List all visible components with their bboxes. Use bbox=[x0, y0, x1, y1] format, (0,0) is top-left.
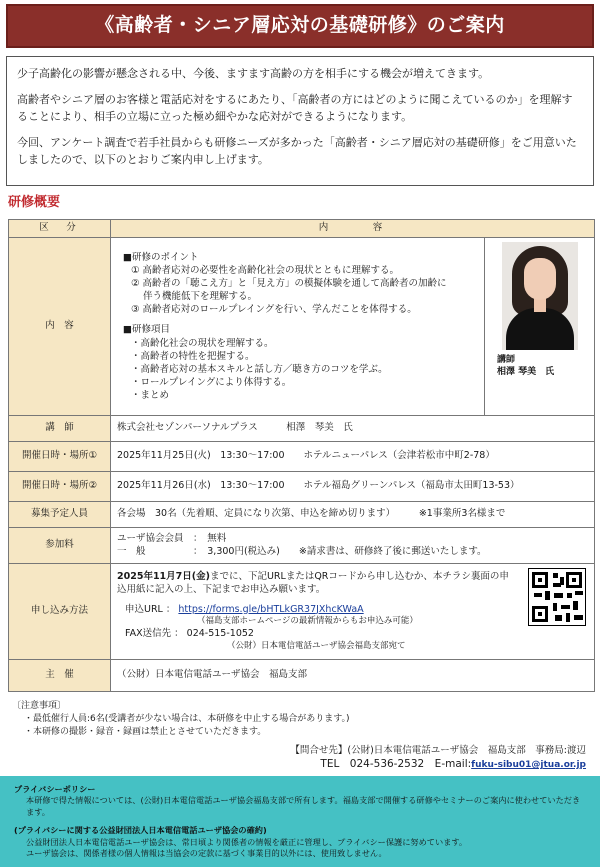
table-row-fee bbox=[9, 528, 595, 564]
fax-label: FAX送信先 ： bbox=[125, 627, 184, 639]
privacy-commitment-text: 公益財団法人日本電信電話ユーザ協会は、常日頃より関係者の情報を厳正に管理し、プライバシー保護に努めています。 bbox=[26, 836, 468, 847]
intro-paragraph-2: 高齢者やシニア層のお客様と電話応対をするにあたり、「高齢者の方にはどのように聞こえているのか」を理解することにより、相手の立場に立った極め細やかな応対ができるようになります。 bbox=[17, 93, 573, 124]
session1-label: 開催日時・場所① bbox=[9, 442, 111, 472]
capacity-value: 各会場 30名（先着順、定員になり次第、申込を締め切ります） ※1事業所3名様まで bbox=[111, 502, 595, 528]
photo-caption-name: 相澤 琴美 氏 bbox=[497, 367, 555, 378]
privacy-commitment-text: ユーザ協会は、関係者様の個人情報は当協会の定款に基づく事業目的以外には、使用致しません。 bbox=[26, 848, 387, 859]
contact-line: 【問合せ先】(公財)日本電信電話ユーザ協会 福島支部 事務局:渡辺 bbox=[290, 745, 586, 756]
page-title: 《高齢者・シニア層応対の基礎研修》のご案内 bbox=[95, 14, 505, 37]
point-item: ③ 高齢者応対のロールプレイングを行い、学んだことを体得する。 bbox=[131, 304, 417, 316]
contact-email-link[interactable]: fuku-sibu01@jtua.or.jp bbox=[471, 760, 586, 771]
table-row-session1 bbox=[9, 442, 595, 472]
photo-caption bbox=[497, 354, 594, 378]
session1-value: 2025年11月25日(火) 13:30～17:00 ホテルニューパレス（会津若松市中町2-78） bbox=[111, 442, 595, 472]
privacy-commitment-heading: (プライバシーに関する公益財団法人日本電信電話ユーザ協会の確約) bbox=[14, 825, 267, 836]
table-row-apply bbox=[9, 564, 595, 660]
apply-url-link[interactable]: https://forms.gle/bHTLkGR37JXhcKWaA bbox=[178, 603, 364, 615]
intro-box bbox=[6, 56, 594, 186]
points-heading: ■研修のポイント bbox=[123, 251, 199, 263]
instructor-photo-cell bbox=[485, 238, 595, 416]
table-header-row bbox=[9, 220, 595, 238]
note-item: ・本研修の撮影・録音・録画は禁止とさせていただきます。 bbox=[24, 727, 267, 738]
items-heading: ■研修項目 bbox=[123, 324, 170, 336]
header-category: 区 分 bbox=[9, 220, 111, 238]
fax-line bbox=[117, 628, 588, 641]
training-item: ・ロールプレイングにより体得する。 bbox=[131, 376, 292, 388]
contact-tel-line bbox=[290, 757, 586, 772]
point-item: 伴う機能低下を理解する。 bbox=[143, 291, 258, 303]
instructor-photo bbox=[502, 242, 578, 350]
content-label: 内 容 bbox=[9, 238, 111, 416]
table-row-capacity bbox=[9, 502, 595, 528]
training-item: ・高齢化社会の現状を理解する。 bbox=[131, 337, 274, 349]
training-item: ・高齢者応対の基本スキルと話し方／聴き方のコツを学ぶ。 bbox=[131, 363, 388, 375]
instructor-value: 株式会社セゾンパーソナルプラス 相澤 琴美 氏 bbox=[111, 416, 595, 442]
fee-value bbox=[111, 528, 595, 564]
fax-note: （公財）日本電信電話ユーザ協会福島支部宛て bbox=[227, 640, 406, 651]
training-item: ・高齢者の特性を把握する。 bbox=[131, 350, 255, 362]
fee-label: 参加料 bbox=[9, 528, 111, 564]
point-item: ② 高齢者の「聴こえ方」と「見え方」の模擬体験を通して高齢者の加齢に bbox=[131, 278, 447, 290]
content-cell bbox=[111, 238, 485, 416]
privacy-heading: プライバシーポリシー bbox=[14, 784, 96, 794]
privacy-policy bbox=[0, 776, 600, 867]
title-banner bbox=[6, 4, 594, 48]
fee-general: 一 般 ： 3,300円(税込み) ※請求書は、研修終了後に郵送いたします。 bbox=[117, 545, 487, 557]
note-item: ・最低催行人員:6名(受講者が少ない場合は、本研修を中止する場合があります。) bbox=[24, 714, 350, 725]
intro-paragraph-3: 今回、アンケート調査で若手社員からも研修ニーズが多かった「高齢者・シニア層応対の基礎研修」をご用意いたしましたので、以下のとおりご案内申し上げます。 bbox=[17, 136, 577, 167]
capacity-label: 募集予定人員 bbox=[9, 502, 111, 528]
host-value: （公財）日本電信電話ユーザ協会 福島支部 bbox=[111, 660, 595, 692]
apply-url-line bbox=[117, 604, 588, 617]
notes-heading: 〔注意事項〕 bbox=[12, 701, 67, 711]
table-row-instructor bbox=[9, 416, 595, 442]
apply-instructions bbox=[117, 571, 588, 597]
fee-member: ユーザ協会会員 ： 無料 bbox=[117, 532, 227, 544]
contact-info bbox=[290, 744, 586, 772]
table-row-content bbox=[9, 238, 595, 416]
photo-caption-role: 講師 bbox=[497, 355, 516, 365]
point-item: ① 高齢者応対の必要性を高齢化社会の現状とともに理解する。 bbox=[131, 265, 400, 276]
qr-code[interactable] bbox=[528, 568, 586, 626]
session2-value: 2025年11月26日(水) 13:30～17:00 ホテル福島グリーンパレス（福島市太田町13-53） bbox=[111, 472, 595, 502]
fax-value: 024-515-1052 bbox=[186, 627, 254, 639]
apply-label: 申し込み方法 bbox=[9, 564, 111, 660]
notes bbox=[12, 700, 350, 739]
header-content: 内 容 bbox=[111, 220, 595, 238]
instructor-label: 講 師 bbox=[9, 416, 111, 442]
overview-table bbox=[8, 219, 595, 692]
apply-deadline: 2025年11月7日(金) bbox=[117, 570, 210, 582]
privacy-text: 本研修で得た情報については、(公財)日本電信電話ユーザ協会福島支部で所有します。福島支部で開催する研修やセミナーのご案内に使わせていただきます。 bbox=[26, 795, 581, 817]
apply-cell bbox=[111, 564, 595, 660]
host-label: 主 催 bbox=[9, 660, 111, 692]
url-label: 申込URL ： bbox=[125, 603, 176, 615]
intro-paragraph-1: 少子高齢化の影響が懸念される中、今後、ますます高齢の方を相手にする機会が増えてきます。 bbox=[17, 67, 490, 80]
session2-label: 開催日時・場所② bbox=[9, 472, 111, 502]
contact-tel: TEL 024-536-2532 E-mail: bbox=[320, 758, 472, 771]
training-item: ・まとめ bbox=[131, 389, 170, 401]
apply-text: までに、下記URLまたはQRコードから申し込むか、本チラシ裏面の申込用紙に記入の上、下記までお申込み願います。 bbox=[117, 570, 509, 595]
section-heading: 研修概要 bbox=[8, 195, 61, 210]
title-area bbox=[0, 0, 600, 52]
table-row-session2 bbox=[9, 472, 595, 502]
table-row-host bbox=[9, 660, 595, 692]
url-note: （福島支部ホームページの最新情報からもお申込み可能） bbox=[197, 616, 418, 627]
